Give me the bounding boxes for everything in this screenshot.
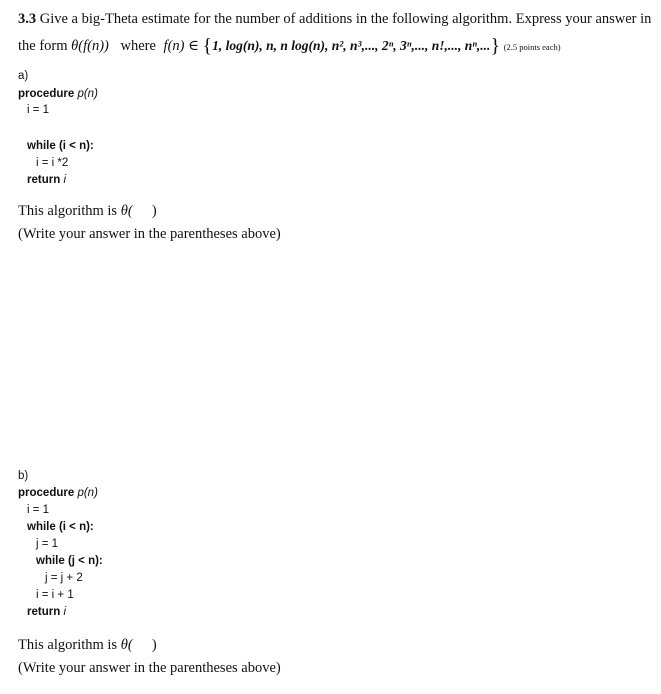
- part-b-instruction: (Write your answer in the parentheses above): [18, 660, 281, 676]
- return-keyword: return: [27, 174, 61, 186]
- return-keyword: return: [27, 606, 61, 618]
- question-line-1: [18, 11, 651, 28]
- form-label: the form: [18, 38, 68, 54]
- part-b-answer-line: [18, 637, 157, 654]
- part-b-inc-j: j = j + 2: [45, 572, 83, 584]
- theta-open: θ(: [120, 203, 133, 219]
- procedure-keyword: procedure: [18, 88, 75, 100]
- procedure-name: p(n): [77, 487, 98, 499]
- part-b-label: b): [18, 470, 29, 482]
- part-b-procedure: [18, 487, 98, 499]
- theta-expression: θ(f(n)): [71, 38, 109, 54]
- part-b-init-i: i = 1: [27, 504, 50, 516]
- part-a-init: i = 1: [27, 104, 50, 116]
- part-a-instruction: (Write your answer in the parentheses above): [18, 226, 281, 242]
- close-paren: ): [151, 203, 157, 219]
- procedure-name: p(n): [77, 88, 98, 100]
- answer-prefix: This algorithm is: [18, 203, 118, 219]
- question-line-2: [18, 35, 561, 58]
- where-label: where: [120, 38, 156, 54]
- answer-prefix: This algorithm is: [18, 637, 118, 653]
- part-b-inc-i: i = i + 1: [36, 589, 74, 601]
- part-a-label: a): [18, 70, 29, 82]
- set-items: 1, log(n), n, n log(n), n², n³,..., 2ⁿ, 3ⁿ,..., n!,..., nⁿ,...: [212, 38, 491, 53]
- set-lhs: f(n) ∈: [163, 38, 199, 54]
- return-variable: i: [63, 606, 66, 618]
- part-b-inner-while: while (j < n):: [36, 555, 103, 567]
- procedure-keyword: procedure: [18, 487, 75, 499]
- part-a-while: while (i < n):: [27, 140, 94, 152]
- set-close-brace: }: [490, 35, 501, 57]
- part-a-procedure: [18, 88, 98, 100]
- part-a-answer-line: [18, 203, 157, 220]
- close-paren: ): [151, 637, 157, 653]
- part-a-body: i = i *2: [36, 157, 69, 169]
- points-note: (2.5 points each): [503, 42, 561, 52]
- question-text: Give a big-Theta estimate for the number of additions in the following algorithm. Express your answer in: [39, 11, 652, 27]
- set-open-brace: {: [202, 35, 213, 57]
- part-b-outer-while: while (i < n):: [27, 521, 94, 533]
- part-b-init-j: j = 1: [36, 538, 59, 550]
- return-variable: i: [63, 174, 66, 186]
- part-b-return: [27, 606, 66, 618]
- theta-open: θ(: [120, 637, 133, 653]
- part-a-return: [27, 174, 66, 186]
- question-number: 3.3: [18, 11, 37, 27]
